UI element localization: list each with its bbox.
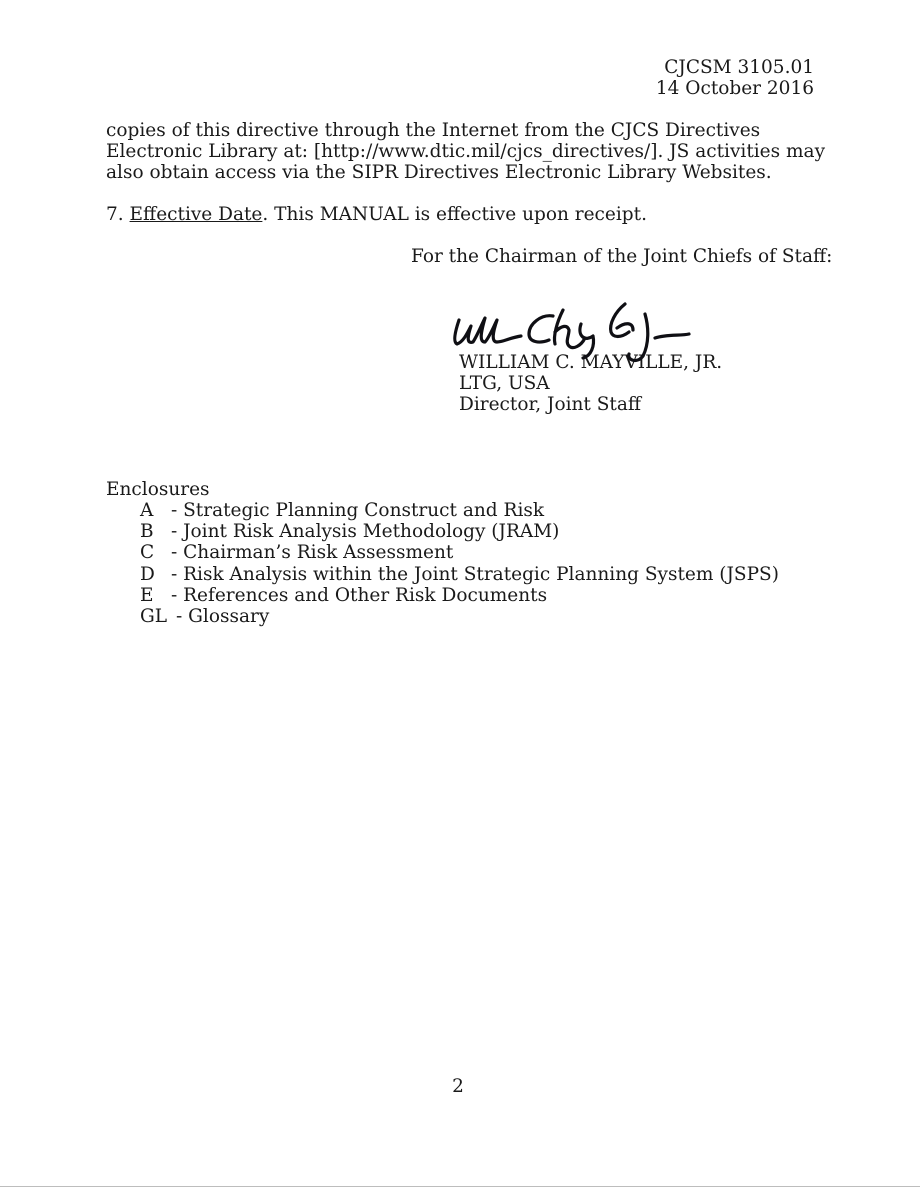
enclosure-title: - Joint Risk Analysis Methodology (JRAM) xyxy=(171,521,560,543)
document-header xyxy=(656,57,814,99)
list-item xyxy=(106,563,779,585)
enclosure-letter: A xyxy=(140,500,154,521)
enclosure-letter: GL xyxy=(140,605,168,627)
list-item xyxy=(106,542,454,564)
closing-line: For the Chairman of the Joint Chiefs of Staff: xyxy=(411,246,833,267)
enclosure-title: - Chairman’s Risk Assessment xyxy=(171,542,454,564)
document-date: 14 October 2016 xyxy=(655,78,814,99)
page-number: 2 xyxy=(452,1076,464,1097)
paragraph-line: copies of this directive through the Internet from the CJCS Directives xyxy=(106,120,761,141)
section-text: This MANUAL is effective upon receipt. xyxy=(274,204,647,225)
document-id: CJCSM 3105.01 xyxy=(664,57,814,78)
list-item xyxy=(106,500,545,521)
section-heading-suffix: . xyxy=(262,204,269,225)
effective-date-section xyxy=(106,204,647,225)
paragraph-line: also obtain access via the SIPR Directives Electronic Library Websites. xyxy=(106,162,772,183)
enclosure-letter: C xyxy=(140,542,155,564)
enclosure-title: - References and Other Risk Documents xyxy=(171,584,548,606)
signatory-title: Director, Joint Staff xyxy=(459,394,642,415)
signatory-name: WILLIAM C. MAYVILLE, JR. xyxy=(459,352,723,373)
signatory-rank: LTG, USA xyxy=(459,373,550,394)
enclosure-letter: E xyxy=(140,584,154,606)
distribution-paragraph xyxy=(106,120,825,183)
enclosures-list xyxy=(106,479,779,627)
enclosure-title: - Strategic Planning Construct and Risk xyxy=(171,500,545,521)
enclosure-letter: D xyxy=(140,563,155,585)
list-item xyxy=(106,584,548,606)
list-item xyxy=(106,521,560,543)
enclosure-letter: B xyxy=(140,521,154,543)
scan-edge-divider xyxy=(0,1186,920,1187)
list-item xyxy=(106,605,270,627)
handwritten-signature xyxy=(445,298,725,388)
section-heading: Effective Date xyxy=(129,204,263,225)
enclosure-title: - Glossary xyxy=(176,605,270,627)
section-number: 7. xyxy=(106,204,124,225)
enclosures-heading: Enclosures xyxy=(106,479,210,500)
enclosure-title: - Risk Analysis within the Joint Strategic Planning System (JSPS) xyxy=(171,563,779,585)
paragraph-line: Electronic Library at: [http://www.dtic.mil/cjcs_directives/]. JS activities may xyxy=(106,141,826,162)
